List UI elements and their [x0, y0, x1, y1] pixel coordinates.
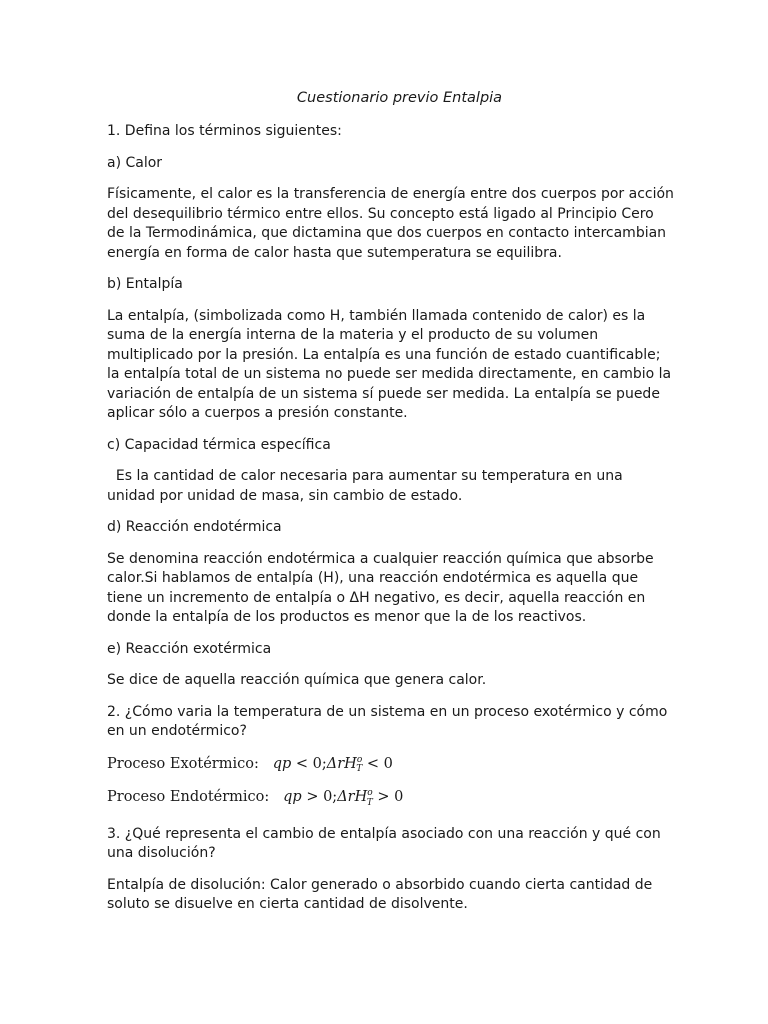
equation-delta: ΔrH [326, 755, 357, 772]
question-1: 1. Defina los términos siguientes: [107, 123, 342, 139]
heading-capacidad-termica: c) Capacidad térmica específica [107, 436, 331, 453]
document-title: Cuestionario previo Entalpia [296, 90, 503, 106]
equation-zero: 0; [323, 789, 338, 806]
heading-calor: a) Calor [107, 154, 163, 171]
equation-sub: T [356, 764, 363, 775]
paragraph-reaccion-exotermica: Se dice de aquella reacción química que genera calor. [107, 672, 487, 688]
equation-sub: T [366, 797, 373, 808]
equation-zero: 0 [383, 755, 393, 772]
paragraph-calor: Físicamente, el calor es la transferencia de energía entre dos cuerpos por acción del desequilibrio térmico entre ellos. Su concepto está ligado al Principio Cero de la Termodinámica, que dictamina que dos cuerpos en contacto intercambian energía en forma de calor hasta que sutemperatura se equilibra. [107, 186, 674, 261]
heading-entalpia: b) Entalpía [107, 276, 183, 292]
heading-reaccion-exotermica: e) Reacción exotérmica [107, 640, 272, 657]
equation-label: Proceso Exotérmico: [107, 755, 259, 772]
equation-sup: o [356, 754, 363, 765]
question-2: 2. ¿Cómo varia la temperatura de un sistema en un proceso exotérmico y cómo en un endotérmico? [107, 703, 668, 739]
equation-delta: ΔrH [337, 789, 368, 806]
paragraph-capacidad-termica: Es la cantidad de calor necesaria para aumentar su temperatura en una unidad por unidad de masa, sin cambio de estado. [107, 468, 628, 504]
equation-zero: 0 [394, 789, 404, 806]
equation-endotermico [107, 781, 672, 815]
paragraph-entalpia: La entalpía, (simbolizada como H, también llamada contenido de calor) es la suma de la energía interna de la materia y el producto de su volumen multiplicado por la presión. La entalpía es una función de estado cuantificable; la entalpía total de un sistema no puede ser medida directamente, en cambio la variación de entalpía de un sistema sí puede ser medida. La entalpía se puede aplicar sólo a cuerpos a presión constante. [107, 307, 672, 421]
answer-3: Entalpía de disolución: Calor generado o absorbido cuando cierta cantidad de soluto se disuelve en cierta cantidad de disolvente. [107, 876, 653, 913]
equation-relation: < [295, 755, 309, 772]
question-3: 3. ¿Qué representa el cambio de entalpía asociado con una reacción y qué con una disolución? [107, 825, 661, 862]
equation-block [107, 748, 672, 815]
equation-relation: > [306, 789, 319, 806]
equation-relation: > [377, 789, 390, 806]
equation-relation: < [366, 755, 380, 772]
equation-sup: o [367, 788, 373, 799]
equation-exotermico [107, 748, 672, 782]
equation-qp: qp [272, 755, 292, 772]
equation-qp: qp [283, 789, 302, 806]
equation-zero: 0; [312, 755, 327, 772]
heading-reaccion-endotermica: d) Reacción endotérmica [107, 519, 282, 535]
equation-label: Proceso Endotérmico: [107, 789, 270, 806]
paragraph-reaccion-endotermica: Se denomina reacción endotérmica a cualquier reacción química que absorbe calor.Si hablamos de entalpía (H), una reacción endotérmica es aquella que tiene un incremento de entalpía o ΔH negativo, es decir, aquella reacción en donde la entalpía de los productos es menor que la de los reactivos. [107, 550, 654, 625]
